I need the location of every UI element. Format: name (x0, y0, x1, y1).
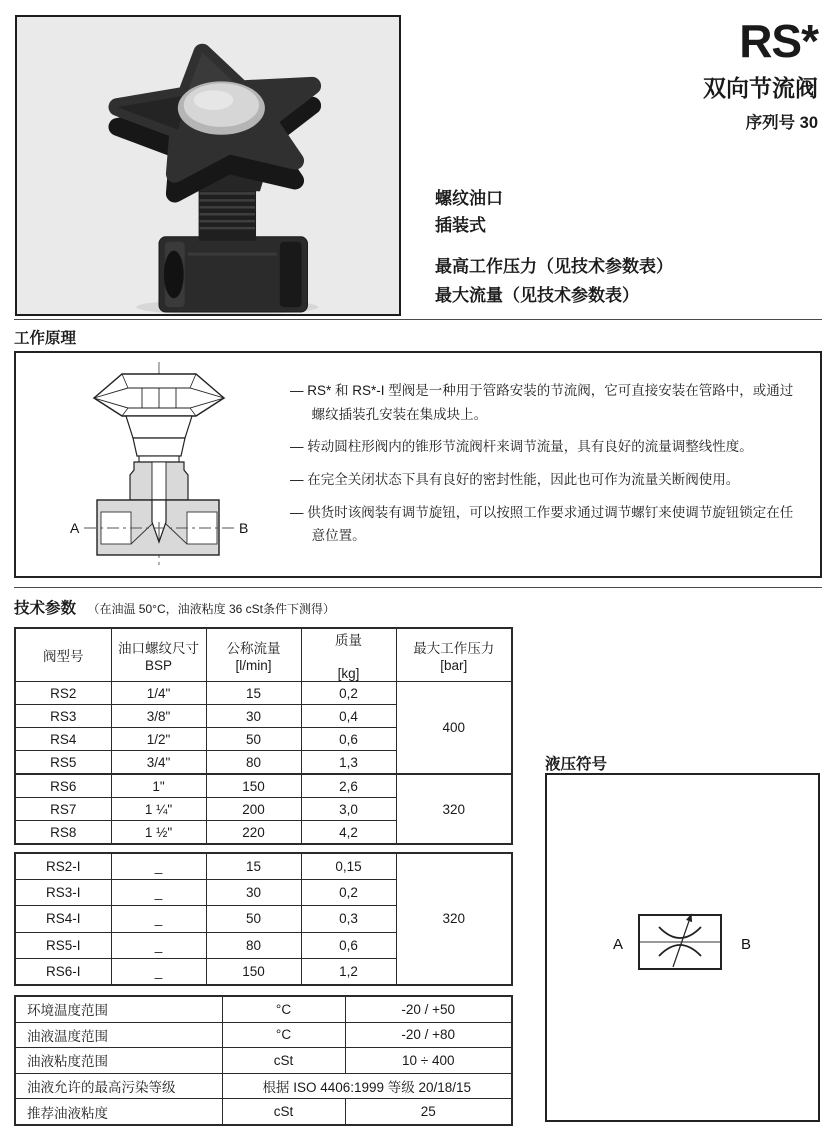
property-label: 油液允许的最高污染等级 (15, 1073, 222, 1099)
bsp-cell: 3/8" (111, 705, 206, 728)
model-cell: RS2 (15, 682, 111, 705)
bsp-cell: 1 ½" (111, 821, 206, 845)
mass-cell: 1,3 (301, 751, 396, 775)
property-label: 油液温度范围 (15, 1022, 222, 1048)
bsp-cell: 1 ¼" (111, 798, 206, 821)
port-label-b: B (239, 520, 249, 536)
mass-cell: 0,6 (301, 728, 396, 751)
property-value: 根据 ISO 4406:1999 等级 20/18/15 (222, 1073, 512, 1099)
capacity-line: 最大流量（见技术参数表） (435, 286, 639, 305)
header-line: 最大工作压力 (413, 641, 495, 656)
flow-cell: 80 (206, 932, 301, 958)
mass-cell: 0,15 (301, 853, 396, 880)
property-value: -20 / +80 (345, 1022, 512, 1048)
model-cell: RS4 (15, 728, 111, 751)
flow-cell: 80 (206, 751, 301, 775)
bullet-item: — 供货时该阀装有调节旋钮，可以按照工作要求通过调节螺钉来使调节旋钮锁定在任意位置。 (290, 501, 802, 548)
divider (14, 319, 822, 320)
working-principle-title: 工作原理 (14, 330, 77, 347)
hydraulic-symbol-title: 液压符号 (545, 756, 608, 773)
flow-cell: 15 (206, 853, 301, 880)
spec-row (15, 682, 512, 705)
bsp-cell: _ (111, 906, 206, 932)
flow-cell: 150 (206, 958, 301, 985)
flow-cell: 150 (206, 774, 301, 798)
mass-cell: 0,3 (301, 906, 396, 932)
flow-cell: 30 (206, 705, 301, 728)
property-unit: °C (222, 996, 345, 1022)
header-line: [bar] (440, 658, 468, 673)
symbol-port-label-b: B (741, 936, 752, 953)
col-header-pressure (396, 628, 512, 682)
feature-line: 螺纹油口 (435, 189, 503, 208)
header-line: [l/min] (235, 658, 272, 673)
property-value: 25 (345, 1099, 512, 1125)
bullet-item: — 在完全关闭状态下具有良好的密封性能，因此也可作为流量关断阀使用。 (290, 468, 802, 492)
tech-params-heading (14, 596, 335, 618)
capacity-lines (435, 252, 673, 310)
model-cell: RS2-I (15, 853, 111, 880)
max-pressure-cell: 320 (396, 853, 512, 985)
bsp-cell: 1/2" (111, 728, 206, 751)
property-value: -20 / +50 (345, 996, 512, 1022)
mass-cell: 4,2 (301, 821, 396, 845)
valve-photo-image (17, 17, 399, 314)
throttle-valve-symbol (547, 775, 818, 1120)
symbol-port-label-a: A (613, 936, 624, 953)
model-cell: RS6-I (15, 958, 111, 985)
general-properties-table (14, 995, 513, 1126)
property-row (15, 1073, 512, 1099)
model-code: RS* (739, 15, 818, 67)
mass-cell: 0,2 (301, 880, 396, 906)
property-label: 推荐油液粘度 (15, 1099, 222, 1125)
flow-cell: 30 (206, 880, 301, 906)
spec-table (14, 627, 513, 845)
port-label-a: A (70, 520, 80, 536)
max-pressure-cell: 400 (396, 682, 512, 775)
col-header-model (15, 628, 111, 682)
bullet-item: — RS* 和 RS*-I 型阀是一种用于管路安装的节流阀，它可直接安装在管路中，或通过螺纹插装孔安装在集成块上。 (290, 379, 802, 426)
valve-type-name: 双向节流阀 (703, 75, 818, 101)
title-block (703, 15, 818, 133)
col-header-flow (206, 628, 301, 682)
series-number: 序列号 30 (745, 114, 818, 132)
capacity-line: 最高工作压力（见技术参数表） (435, 257, 673, 276)
model-cell: RS6 (15, 774, 111, 798)
valve-cross-section-diagram (64, 358, 274, 570)
model-cell: RS8 (15, 821, 111, 845)
mass-cell: 0,6 (301, 932, 396, 958)
valve-photo (15, 15, 401, 316)
spec-row (15, 774, 512, 798)
divider (14, 587, 822, 588)
bsp-cell: 1/4" (111, 682, 206, 705)
header-line: [kg] (337, 666, 360, 681)
property-row (15, 1048, 512, 1074)
property-label: 油液粘度范围 (15, 1048, 222, 1074)
flow-cell: 50 (206, 728, 301, 751)
property-value: 10 ÷ 400 (345, 1048, 512, 1074)
flow-cell: 200 (206, 798, 301, 821)
property-row (15, 1022, 512, 1048)
header-line: BSP (144, 658, 172, 673)
tech-params-title: 技术参数 (14, 600, 77, 617)
col-header-mass (301, 628, 396, 682)
bsp-cell: 1" (111, 774, 206, 798)
model-cell: RS5-I (15, 932, 111, 958)
property-row (15, 996, 512, 1022)
cartridge-spec-table (14, 852, 513, 986)
flow-cell: 15 (206, 682, 301, 705)
header-line: 阀型号 (43, 648, 84, 664)
col-header-bsp (111, 628, 206, 682)
model-cell: RS4-I (15, 906, 111, 932)
property-unit: cSt (222, 1099, 345, 1125)
flow-cell: 220 (206, 821, 301, 845)
header-line: 公称流量 (226, 641, 281, 656)
property-unit: cSt (222, 1048, 345, 1074)
working-principle-panel (14, 351, 822, 578)
feature-lines (435, 185, 503, 239)
header-line: 质量 (335, 633, 362, 648)
mass-cell: 0,4 (301, 705, 396, 728)
model-cell: RS7 (15, 798, 111, 821)
bullet-item: — 转动圆柱形阀内的锥形节流阀杆来调节流量，具有良好的流量调整线性度。 (290, 435, 802, 459)
mass-cell: 1,2 (301, 958, 396, 985)
mass-cell: 0,2 (301, 682, 396, 705)
feature-line: 插装式 (435, 216, 486, 235)
tech-params-note: （在油温 50°C，油液粘度 36 cSt条件下测得） (87, 602, 335, 616)
bsp-cell: _ (111, 853, 206, 880)
spec-header-row (15, 628, 512, 682)
property-unit: °C (222, 1022, 345, 1048)
spec-row (15, 853, 512, 880)
property-row (15, 1099, 512, 1125)
model-cell: RS3-I (15, 880, 111, 906)
working-principle-bullets (290, 379, 802, 557)
mass-cell: 2,6 (301, 774, 396, 798)
property-label: 环境温度范围 (15, 996, 222, 1022)
bsp-cell: _ (111, 958, 206, 985)
hydraulic-symbol-panel (545, 773, 820, 1122)
flow-cell: 50 (206, 906, 301, 932)
bsp-cell: 3/4" (111, 751, 206, 775)
header-line: 油口螺纹尺寸 (118, 641, 199, 656)
model-cell: RS3 (15, 705, 111, 728)
bsp-cell: _ (111, 932, 206, 958)
bsp-cell: _ (111, 880, 206, 906)
max-pressure-cell: 320 (396, 774, 512, 844)
model-cell: RS5 (15, 751, 111, 775)
mass-cell: 3,0 (301, 798, 396, 821)
